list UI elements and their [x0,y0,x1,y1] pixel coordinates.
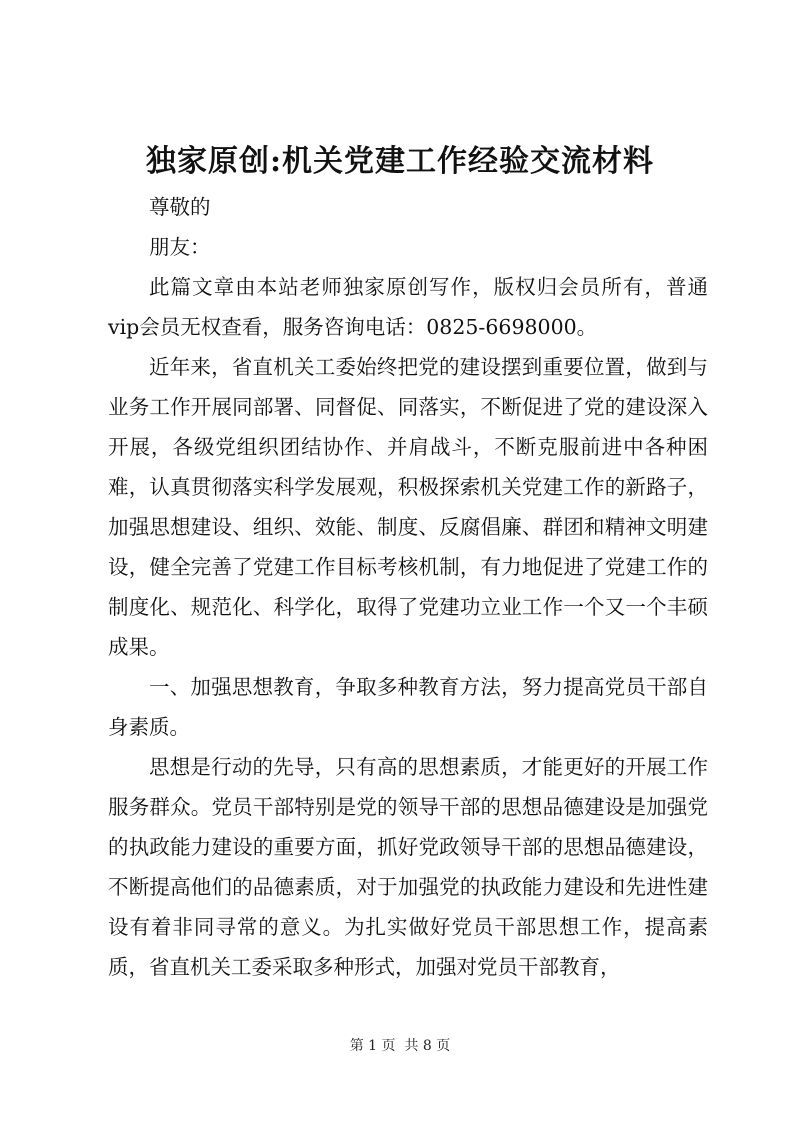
body-paragraph: 尊敬的 [149,195,211,219]
page-number-label: 第 1 页 共 8 页 [349,1038,451,1054]
body-paragraph: 一、加强思想教育，争取多种教育方法，努力提高党员干部自身素质。 [108,675,708,739]
page-footer [0,1036,800,1056]
body-paragraph: 思想是行动的先导，只有高的思想素质，才能更好的开展工作服务群众。党员干部特别是党的领导干部的思想品德建设是加强党的执政能力建设的重要方面，抓好党政领导干部的思想品德建设，不断提高他们的品德素质，对于加强党的执政能力建设和先进性建设有着非同寻常的意义。为扎实做好党员干部思想工作，提高素质，省直机关工委采取多种形式，加强对党员干部教育， [108,755,708,979]
document-title: 独家原创:机关党建工作经验交流材料 [145,144,655,179]
body-paragraph: 此篇文章由本站老师独家原创写作，版权归会员所有，普通vip会员无权查看，服务咨询电话：0825-6698000。 [108,275,708,339]
body-paragraph: 朋友： [149,235,211,259]
body-paragraph: 近年来，省直机关工委始终把党的建设摆到重要位置，做到与业务工作开展同部署、同督促、同落实，不断促进了党的建设深入开展，各级党组织团结协作、并肩战斗，不断克服前进中各种困难，认真贯彻落实科学发展观，积极探索机关党建工作的新路子，加强思想建设、组织、效能、制度、反腐倡廉、群团和精神文明建设，健全完善了党建工作目标考核机制，有力地促进了党建工作的制度化、规范化、科学化，取得了党建功立业工作一个又一个丰硕成果。 [108,355,708,659]
document-body [108,187,708,987]
